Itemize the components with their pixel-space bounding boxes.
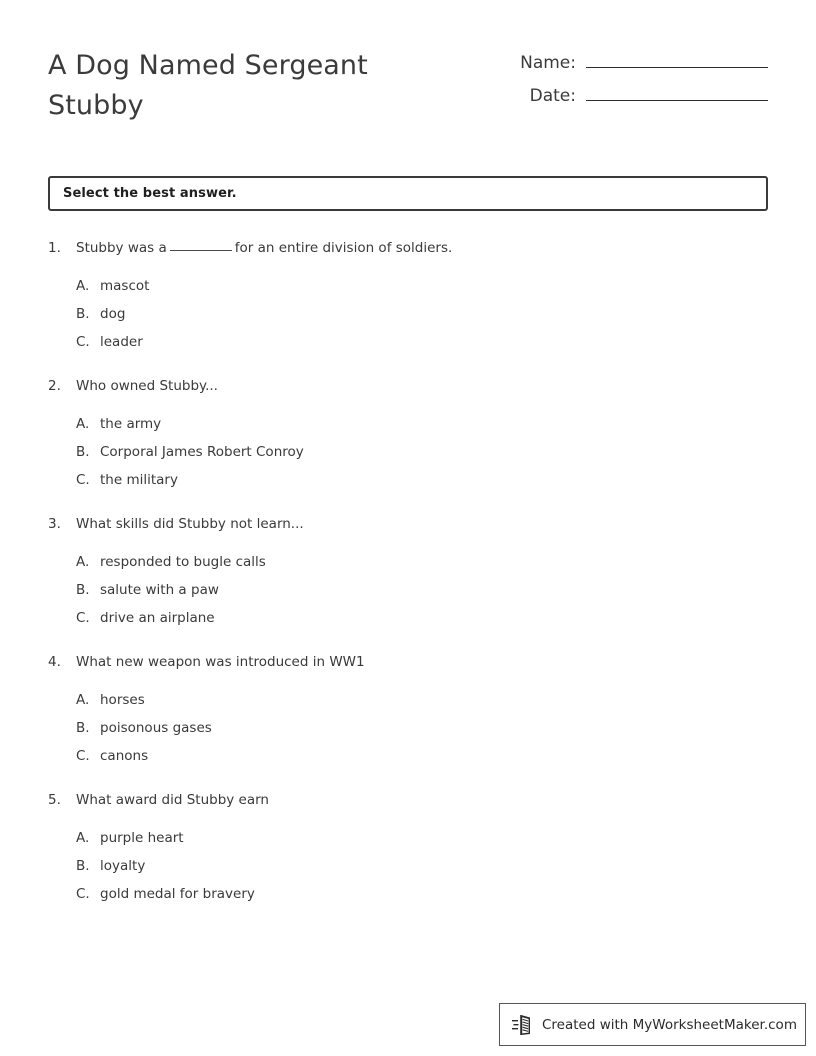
option-text: poisonous gases (100, 720, 212, 736)
answer-option[interactable] (76, 304, 768, 324)
question-number: 3. (48, 516, 61, 532)
answer-option[interactable] (76, 884, 768, 904)
option-letter: B. (76, 720, 90, 736)
option-text: salute with a paw (100, 582, 219, 598)
created-with-badge[interactable] (499, 1003, 806, 1046)
answer-options (48, 552, 768, 628)
answer-option[interactable] (76, 332, 768, 352)
student-info-fields (518, 50, 768, 116)
question-text (76, 376, 768, 396)
answer-option[interactable] (76, 414, 768, 434)
question-number: 5. (48, 792, 61, 808)
question-block (48, 376, 768, 490)
page-title: A Dog Named Sergeant Stubby (48, 50, 368, 121)
option-letter: B. (76, 444, 90, 460)
date-label: Date: (529, 86, 576, 106)
questions-list (48, 238, 768, 928)
option-letter: A. (76, 554, 90, 570)
option-letter: B. (76, 306, 90, 322)
date-input-line[interactable] (586, 83, 768, 101)
option-letter: A. (76, 416, 90, 432)
question-number: 2. (48, 378, 61, 394)
option-text: dog (100, 306, 126, 322)
question-block (48, 514, 768, 628)
question-text-before-blank: What new weapon was introduced in WW1 (76, 654, 365, 670)
name-field-row (518, 50, 768, 83)
question-prompt (48, 790, 768, 810)
option-text: leader (100, 334, 143, 350)
option-text: canons (100, 748, 149, 764)
option-text: gold medal for bravery (100, 886, 255, 902)
worksheet-maker-logo-icon (512, 1013, 534, 1037)
question-text-after-blank: for an entire division of soldiers. (234, 240, 453, 256)
name-input-line[interactable] (586, 50, 768, 68)
option-letter: B. (76, 858, 90, 874)
answer-option[interactable] (76, 718, 768, 738)
answer-option[interactable] (76, 442, 768, 462)
answer-option[interactable] (76, 608, 768, 628)
option-text: the military (100, 472, 178, 488)
option-letter: C. (76, 472, 90, 488)
question-text-before-blank: Who owned Stubby... (76, 378, 218, 394)
option-text: Corporal James Robert Conroy (100, 444, 304, 460)
answer-option[interactable] (76, 276, 768, 296)
question-prompt (48, 514, 768, 534)
option-letter: A. (76, 830, 90, 846)
option-letter: C. (76, 748, 90, 764)
option-text: mascot (100, 278, 150, 294)
question-prompt (48, 238, 768, 258)
answer-options (48, 828, 768, 904)
question-block (48, 790, 768, 904)
answer-option[interactable] (76, 746, 768, 766)
option-text: responded to bugle calls (100, 554, 266, 570)
question-text-before-blank: What skills did Stubby not learn... (76, 516, 304, 532)
option-text: loyalty (100, 858, 146, 874)
answer-option[interactable] (76, 856, 768, 876)
question-text-before-blank: Stubby was a (76, 240, 167, 256)
option-letter: A. (76, 278, 90, 294)
question-text-before-blank: What award did Stubby earn (76, 792, 269, 808)
question-block (48, 238, 768, 352)
question-block (48, 652, 768, 766)
question-text (76, 652, 768, 672)
option-text: the army (100, 416, 162, 432)
option-letter: B. (76, 582, 90, 598)
question-text (76, 514, 768, 534)
question-number: 1. (48, 240, 61, 256)
question-number: 4. (48, 654, 61, 670)
option-letter: C. (76, 610, 90, 626)
question-prompt (48, 652, 768, 672)
answer-options (48, 276, 768, 352)
option-letter: C. (76, 886, 90, 902)
instruction-text: Select the best answer. (63, 186, 237, 201)
answer-option[interactable] (76, 690, 768, 710)
option-letter: A. (76, 692, 90, 708)
option-text: purple heart (100, 830, 184, 846)
answer-blank[interactable] (170, 238, 232, 251)
question-text (76, 238, 768, 258)
worksheet-header (48, 46, 768, 138)
answer-option[interactable] (76, 552, 768, 572)
answer-options (48, 414, 768, 490)
answer-option[interactable] (76, 470, 768, 490)
option-text: horses (100, 692, 145, 708)
answer-option[interactable] (76, 580, 768, 600)
question-text (76, 790, 768, 810)
option-text: drive an airplane (100, 610, 215, 626)
answer-option[interactable] (76, 828, 768, 848)
created-with-text: Created with MyWorksheetMaker.com (542, 1016, 797, 1033)
question-prompt (48, 376, 768, 396)
answer-options (48, 690, 768, 766)
name-label: Name: (520, 53, 576, 73)
instruction-box (48, 176, 768, 211)
option-letter: C. (76, 334, 90, 350)
date-field-row (518, 83, 768, 116)
